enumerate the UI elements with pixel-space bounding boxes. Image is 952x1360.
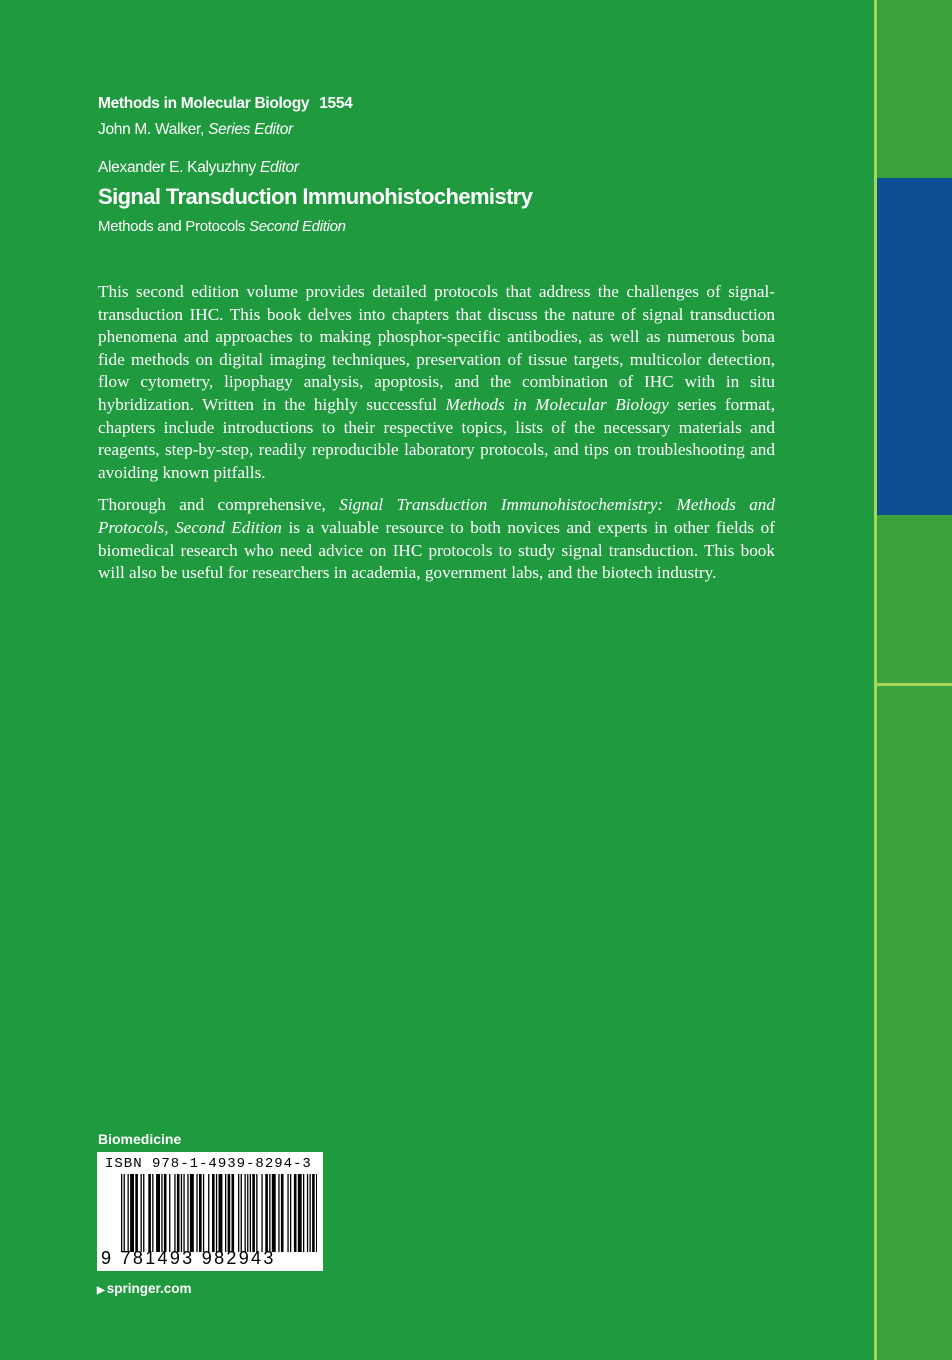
title-reference: Signal Transduction Immunohistochemistry: Methods and Protocols, Second Edition xyxy=(98,495,775,537)
barcode-bar xyxy=(177,1174,180,1252)
subject-category: Biomedicine xyxy=(98,1131,182,1147)
barcode-bar xyxy=(219,1174,223,1252)
barcode-bar xyxy=(130,1174,134,1252)
barcode-bar xyxy=(287,1174,288,1252)
barcode-bar xyxy=(245,1174,246,1252)
barcode-bar xyxy=(196,1174,197,1252)
barcode-bar xyxy=(256,1174,257,1252)
barcode-bar xyxy=(228,1174,231,1252)
barcode-bar xyxy=(312,1174,315,1252)
arrow-right-icon: ▶ xyxy=(97,1285,105,1296)
barcode-bar xyxy=(161,1174,162,1252)
barcode-digits: 9 781493 982943 xyxy=(101,1248,276,1268)
barcode-bar xyxy=(121,1174,122,1252)
barcode-bar xyxy=(290,1174,291,1252)
barcode-bar xyxy=(143,1174,144,1252)
barcode-bar xyxy=(303,1174,304,1252)
barcode-bar xyxy=(298,1174,302,1252)
isbn-barcode xyxy=(97,1152,323,1271)
series-editor-line xyxy=(98,121,293,139)
barcode-bar xyxy=(294,1174,297,1252)
barcode-bar xyxy=(232,1174,235,1252)
barcode-bar xyxy=(278,1174,279,1252)
barcode-bar xyxy=(208,1174,209,1252)
series-number: 1554 xyxy=(319,95,353,112)
barcode-bar xyxy=(225,1174,226,1252)
editor-line xyxy=(98,159,299,177)
barcode-bar xyxy=(156,1174,160,1252)
book-subtitle-line xyxy=(98,218,346,235)
barcode-bar xyxy=(316,1174,317,1252)
barcode-bar xyxy=(199,1174,202,1252)
barcode-bar xyxy=(124,1174,125,1252)
barcode-bar xyxy=(141,1174,142,1252)
publisher-link[interactable] xyxy=(97,1281,191,1296)
barcode-bar xyxy=(265,1174,268,1252)
barcode-bar xyxy=(164,1174,167,1252)
book-description xyxy=(98,281,775,595)
publisher-url: springer.com xyxy=(106,1281,192,1296)
series-reference: Methods in Molecular Biology xyxy=(445,394,669,414)
barcode-bar xyxy=(183,1174,184,1252)
barcode-bar xyxy=(148,1174,151,1252)
book-subtitle: Methods and Protocols xyxy=(98,218,246,235)
barcode-bar xyxy=(281,1174,284,1252)
book-title: Signal Transduction Immunohistochemistry xyxy=(98,184,533,209)
editor-role: Editor xyxy=(259,159,299,176)
barcode-bar xyxy=(247,1174,248,1252)
editor-name: Alexander E. Kalyuzhny xyxy=(98,159,256,176)
description-text: series format, chapters include introductions to their respective topics, lists of the necessary materials and reagents, step-by-step, readily reproducible laboratory protocols, and tips on troubleshooting and avoiding known pitfalls. xyxy=(98,394,775,482)
description-paragraph-2 xyxy=(98,494,775,584)
barcode-bar xyxy=(135,1174,138,1252)
barcode-bar xyxy=(181,1174,182,1252)
barcode-bars xyxy=(121,1174,317,1252)
description-text: Thorough and comprehensive, xyxy=(98,495,340,515)
series-heading xyxy=(98,95,353,113)
barcode-bar xyxy=(128,1174,129,1252)
barcode-bar xyxy=(310,1174,311,1252)
spine-horizontal-line xyxy=(877,683,952,686)
barcode-bar xyxy=(190,1174,194,1252)
barcode-bar xyxy=(174,1174,175,1252)
series-name: Methods in Molecular Biology xyxy=(98,95,310,112)
barcode-bar xyxy=(203,1174,204,1252)
series-editor-role: Series Editor xyxy=(208,121,293,138)
description-text: This second edition volume provides detailed protocols that address the challenges of signal-transduction IHC. This book delves into chapters that discuss the nature of signal transduction phenomena and approaches to making phosphor-specific antibodies, as well as numerous bona fide methods on digital imaging techniques, preservation of tissue targets, multicolor detection, flow cytometry, lipophagy analysis, apoptosis, and the combination of IHC with in situ hybridization. Written in the highly successful xyxy=(98,282,775,414)
barcode-bar xyxy=(269,1174,270,1252)
barcode-bar xyxy=(241,1174,242,1252)
barcode-bar xyxy=(250,1174,251,1252)
barcode-bar xyxy=(307,1174,308,1252)
barcode-bar xyxy=(238,1174,239,1252)
series-editor-name: John M. Walker, xyxy=(98,121,205,138)
barcode-bar xyxy=(212,1174,215,1252)
barcode-bar xyxy=(252,1174,255,1252)
barcode-bar xyxy=(216,1174,217,1252)
barcode-bar xyxy=(169,1174,170,1252)
spine-blue-block xyxy=(877,178,952,515)
description-text: is a valuable resource to both novices and experts in other fields of biomedical research who need advice on IHC protocols to study signal transduction. This book will also be useful for researchers in academia, government labs, and the biotech industry. xyxy=(98,517,775,583)
book-edition: Second Edition xyxy=(249,218,346,235)
isbn-label: ISBN 978-1-4939-8294-3 xyxy=(105,1156,312,1172)
barcode-bar xyxy=(187,1174,188,1252)
barcode-bar xyxy=(261,1174,262,1252)
barcode-bar xyxy=(272,1174,276,1252)
description-paragraph-1 xyxy=(98,281,775,484)
barcode-bar xyxy=(152,1174,153,1252)
